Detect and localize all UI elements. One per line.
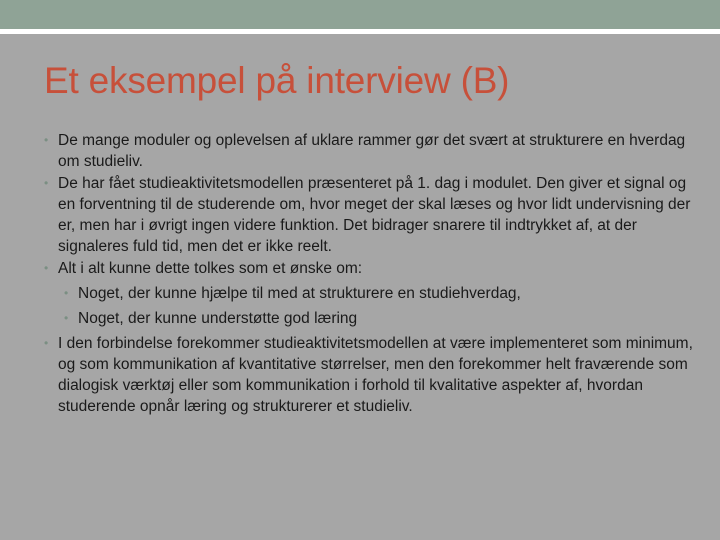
bullet-text: Alt i alt kunne dette tolkes som et ønske om:	[58, 260, 363, 277]
bullet-dot-icon: •	[64, 286, 69, 300]
slide-body	[44, 130, 694, 417]
bullet-text: De mange moduler og oplevelsen af uklare rammer gør det svært at strukturere en hverdag om studieliv.	[58, 132, 686, 170]
top-color-band	[0, 0, 720, 29]
sub-bullet-text: Noget, der kunne understøtte god læring	[78, 310, 358, 327]
sub-bullet-item	[44, 308, 694, 329]
sub-bullet-item	[44, 283, 694, 304]
slide-title: Et eksempel på interview (B)	[44, 60, 510, 101]
bullet-dot-icon: •	[64, 311, 69, 325]
bullet-item	[44, 130, 694, 172]
bullet-dot-icon: •	[44, 176, 49, 190]
top-divider-line	[0, 29, 720, 34]
bullet-dot-icon: •	[44, 133, 49, 147]
bullet-text: I den forbindelse forekommer studieaktivitetsmodellen at være implementeret som minimum, og som kommunikation af kvantitative størrelser, men den forekommer helt fraværende som dialogisk værktøj eller som kommunikation i forhold til kvalitative aspekter af, hvordan studerende opnår læring og strukturerer et studieliv.	[58, 335, 693, 415]
bullet-list	[44, 130, 694, 417]
bullet-item	[44, 173, 694, 257]
bullet-dot-icon: •	[44, 336, 49, 350]
bullet-dot-icon: •	[44, 261, 49, 275]
bullet-item	[44, 333, 694, 417]
bullet-item	[44, 258, 694, 279]
sub-bullet-text: Noget, der kunne hjælpe til med at strukturere en studiehverdag,	[78, 285, 521, 302]
bullet-text: De har fået studieaktivitetsmodellen præsenteret på 1. dag i modulet. Den giver et signal og en forventning til de studerende om, hvor meget der skal læses og hvor lidt undervisning der er, men har i øvrigt ingen videre funktion. Det bidrager snarere til indtrykket af, at der signaleres fuld tid, men det er ikke reelt.	[58, 175, 691, 255]
